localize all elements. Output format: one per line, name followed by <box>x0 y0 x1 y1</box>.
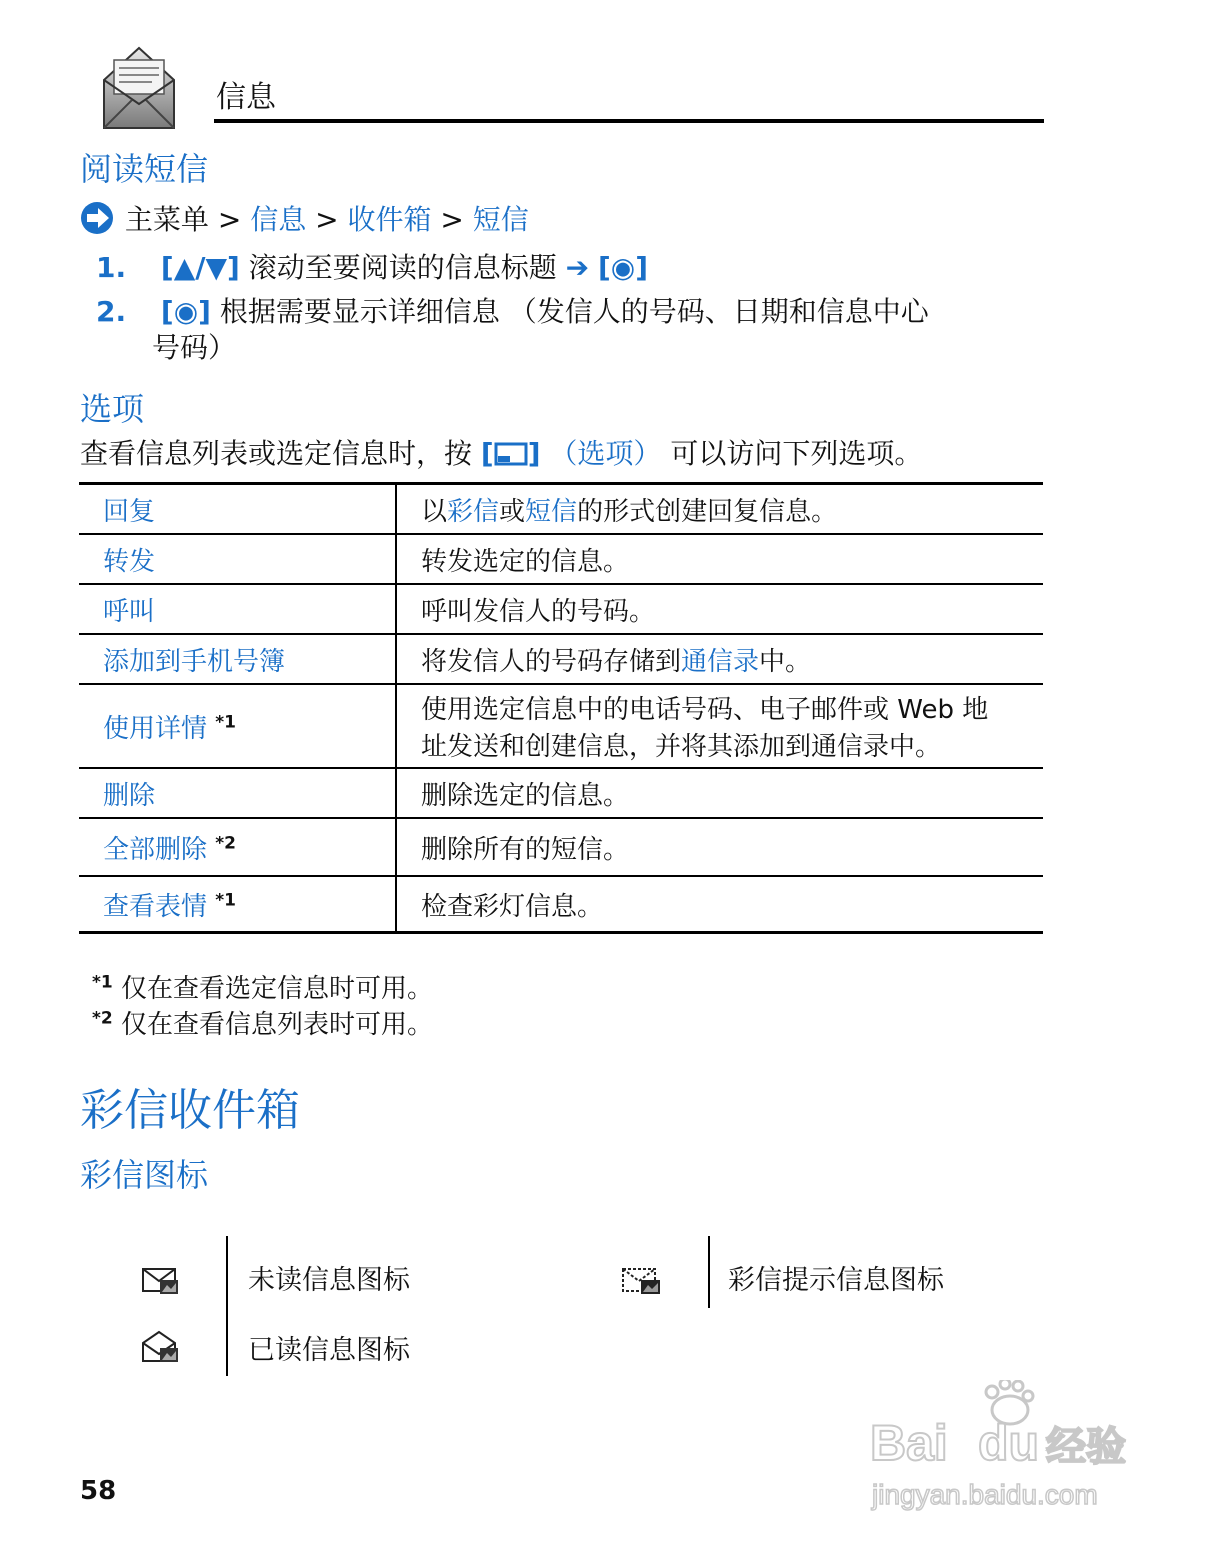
divider <box>708 1236 710 1308</box>
option-description <box>396 484 1043 535</box>
option-description <box>396 684 1043 768</box>
menu-path <box>80 198 529 238</box>
center-key: [◉] <box>598 251 649 284</box>
table-row <box>79 484 1043 535</box>
path-separator: > <box>217 203 242 236</box>
header-rule <box>214 119 1044 123</box>
svg-text:du: du <box>978 1415 1040 1471</box>
desc-line: 址发送和创建信息，并将其添加到通信录中。 <box>421 732 942 762</box>
arrow-icon: ➔ <box>565 251 590 284</box>
option-description: 检查彩灯信息。 <box>396 876 1043 933</box>
option-add-to-phonebook[interactable]: 添加到手机号簿 <box>79 634 396 684</box>
option-delete-all[interactable] <box>79 818 396 876</box>
option-call[interactable]: 呼叫 <box>79 584 396 634</box>
table-row <box>79 876 1043 933</box>
desc-text: 将发信人的号码存储到 <box>421 646 682 677</box>
footnote-mark: *1 <box>215 711 236 732</box>
option-label: 查看表情 <box>103 891 208 922</box>
footnote-mark: *1 <box>215 889 236 910</box>
chapter-title: 信息 <box>216 80 276 115</box>
options-intro <box>80 432 922 472</box>
icon-label-unread: 未读信息图标 <box>248 1265 410 1296</box>
read-sms-heading: 阅读短信 <box>80 150 209 188</box>
desc-link-sms[interactable]: 短信 <box>525 496 578 527</box>
envelope-icon <box>100 42 178 136</box>
step-1 <box>96 246 648 286</box>
intro-text: 可以访问下列选项。 <box>670 437 923 470</box>
unread-mms-icon <box>142 1266 180 1296</box>
mms-icons-heading: 彩信图标 <box>80 1156 209 1194</box>
footnote-mark: *2 <box>215 832 236 853</box>
step-text: 根据需要显示详细信息 （发信人的号码、日期和信息中心 <box>219 295 929 328</box>
softkey-bracket: [ <box>480 437 494 470</box>
option-label: 使用详情 <box>103 713 208 744</box>
path-step-messages[interactable]: 信息 <box>250 203 307 236</box>
option-label: 全部删除 <box>103 834 208 865</box>
desc-link-mms[interactable]: 彩信 <box>447 496 500 527</box>
table-row <box>79 768 1043 818</box>
footnote-mark: *1 <box>92 972 113 993</box>
table-row <box>79 584 1043 634</box>
baidu-watermark-logo <box>860 1380 1160 1520</box>
table-row <box>79 634 1043 684</box>
desc-link-contacts[interactable]: 通信录 <box>681 646 760 677</box>
softkey-bracket: ] <box>527 437 541 470</box>
options-table <box>79 482 1043 934</box>
footnote-1 <box>92 968 433 1005</box>
svg-text:经验: 经验 <box>1046 1424 1126 1470</box>
option-use-details[interactable] <box>79 684 396 768</box>
arrow-right-circle-icon <box>80 201 116 235</box>
mms-notification-icon <box>622 1266 662 1296</box>
option-delete[interactable]: 删除 <box>79 768 396 818</box>
step-2 <box>96 290 929 330</box>
option-description: 删除选定的信息。 <box>396 768 1043 818</box>
path-separator: > <box>315 203 339 236</box>
intro-text: 查看信息列表或选定信息时，按 <box>80 437 473 470</box>
left-softkey-icon <box>494 442 528 466</box>
table-row <box>79 684 1043 768</box>
options-softkey-label[interactable]: （选项） <box>549 437 662 470</box>
path-separator: > <box>440 203 464 236</box>
path-root: 主菜单 <box>124 203 209 236</box>
desc-text: 或 <box>499 496 526 527</box>
option-description: 呼叫发信人的号码。 <box>396 584 1043 634</box>
desc-line: 使用选定信息中的电话号码、电子邮件或 Web 地 <box>421 695 989 725</box>
scroll-key: [▲/▼] <box>160 251 240 284</box>
footnote-text: 仅在查看信息列表时可用。 <box>120 1010 433 1040</box>
option-description <box>396 634 1043 684</box>
svg-text:jingyan.baidu.com: jingyan.baidu.com <box>872 1479 1098 1510</box>
step-number: 2. <box>96 295 127 328</box>
icon-label-read: 已读信息图标 <box>248 1335 410 1366</box>
footnote-text: 仅在查看选定信息时可用。 <box>120 974 433 1004</box>
step-2-cont: 号码） <box>152 331 237 364</box>
table-row <box>79 818 1043 876</box>
step-number: 1. <box>96 251 127 284</box>
options-heading: 选项 <box>80 390 145 428</box>
read-mms-icon <box>142 1330 180 1364</box>
option-description: 转发选定的信息。 <box>396 534 1043 584</box>
center-key: [◉] <box>160 295 211 328</box>
svg-text:Bai: Bai <box>870 1415 948 1471</box>
desc-text: 的形式创建回复信息。 <box>577 496 838 527</box>
mms-inbox-heading: 彩信收件箱 <box>80 1085 300 1136</box>
option-description: 删除所有的短信。 <box>396 818 1043 876</box>
table-row <box>79 534 1043 584</box>
path-step-inbox[interactable]: 收件箱 <box>347 203 432 236</box>
option-forward[interactable]: 转发 <box>79 534 396 584</box>
step-text: 滚动至要阅读的信息标题 <box>248 251 557 284</box>
footnote-2 <box>92 1004 433 1041</box>
desc-text: 以 <box>421 496 448 527</box>
path-step-sms[interactable]: 短信 <box>472 203 529 236</box>
divider <box>226 1236 228 1376</box>
option-reply[interactable]: 回复 <box>79 484 396 535</box>
footnote-mark: *2 <box>92 1008 113 1029</box>
icon-label-notification: 彩信提示信息图标 <box>728 1265 944 1296</box>
option-view-emoticon[interactable] <box>79 876 396 933</box>
page-number: 58 <box>80 1476 117 1506</box>
desc-text: 中。 <box>759 646 812 677</box>
